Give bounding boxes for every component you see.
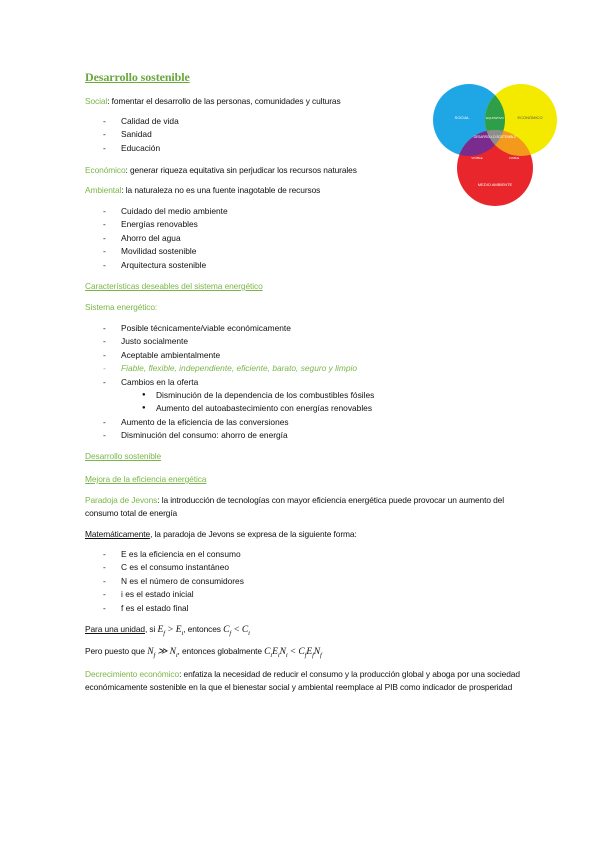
unidad-paragraph bbox=[85, 624, 250, 639]
list-item: - Sanidad bbox=[103, 128, 179, 141]
venn-diagram bbox=[430, 82, 562, 210]
unidad-pre-text: , si bbox=[144, 624, 158, 634]
ambiental-list bbox=[103, 205, 228, 272]
jevons-text: : la introducción de tecnologías con mayor eficiencia energética puede provocar un aumento del consumo total de energía bbox=[85, 495, 504, 518]
list-item: - Cambios en la oferta bbox=[103, 376, 357, 389]
list-item: - E es la eficiencia en el consumo bbox=[103, 548, 244, 561]
mejora-link[interactable]: Mejora de la eficiencia energética bbox=[85, 474, 207, 484]
ambiental-text: : la naturaleza no es una fuente inagotable de recursos bbox=[121, 185, 321, 195]
list-item: - Disminución del consumo: ahorro de energía bbox=[103, 429, 289, 442]
ambiental-label: Ambiental bbox=[85, 185, 122, 195]
formula-nf-gg-ni: $N_f$ ≫ $N_i$ bbox=[147, 647, 178, 659]
page-title: Desarrollo sostenible bbox=[85, 70, 190, 84]
sistema-label: Sistema energético: bbox=[85, 302, 158, 312]
sistema-list-2 bbox=[103, 416, 289, 443]
desarrollo-link[interactable]: Desarrollo sostenible bbox=[85, 451, 162, 461]
jevons-label: Paradoja de Jevons bbox=[85, 495, 158, 505]
list-item: - Movilidad sostenible bbox=[103, 245, 228, 258]
venn-label-vivible: VIVIBLE bbox=[471, 156, 483, 160]
jevons-paragraph bbox=[85, 494, 525, 519]
list-item: - Calidad de vida bbox=[103, 115, 179, 128]
list-item: - C es el consumo instantáneo bbox=[103, 561, 244, 574]
sistema-list bbox=[103, 322, 357, 389]
list-item: - Cuidado del medio ambiente bbox=[103, 205, 228, 218]
economico-paragraph bbox=[85, 165, 357, 176]
list-item: - N es el número de consumidores bbox=[103, 575, 244, 588]
list-item: ● Disminución de la dependencia de los combustibles fósiles bbox=[142, 389, 374, 402]
matematicamente-paragraph bbox=[85, 529, 357, 540]
list-item: - Arquitectura sostenible bbox=[103, 259, 228, 272]
pero-paragraph bbox=[85, 646, 322, 661]
decrecimiento-paragraph bbox=[85, 668, 525, 693]
list-item: - f es el estado final bbox=[103, 602, 244, 615]
list-item: - Ahorro del agua bbox=[103, 232, 228, 245]
venn-label-economico: ECONÓMICO bbox=[517, 115, 543, 120]
venn-label-center: DESARROLLO SOSTENIBLE bbox=[473, 135, 517, 139]
social-text: : fomentar el desarrollo de las personas, comunidades y culturas bbox=[107, 96, 341, 106]
list-item: - Fiable, flexible, independiente, eficiente, barato, seguro y limpio bbox=[103, 362, 357, 375]
venn-label-ambiental: MEDIO AMBIENTE bbox=[477, 182, 513, 187]
pero-pre-text: Pero puesto que bbox=[85, 646, 148, 656]
social-label: Social bbox=[85, 96, 108, 106]
formula-cf-lt-ci: $C_f < C_i$ bbox=[223, 625, 250, 637]
list-item: - Energías renovables bbox=[103, 218, 228, 231]
ambiental-paragraph bbox=[85, 185, 320, 196]
pero-mid-text: , entonces globalmente bbox=[177, 646, 265, 656]
list-item: - Aumento de la eficiencia de las conversiones bbox=[103, 416, 289, 429]
formula-global: $C_iE_iN_i < C_fE_fN_f$ bbox=[264, 647, 322, 659]
economico-text: : generar riqueza equitativa sin perjudicar los recursos naturales bbox=[125, 165, 357, 175]
oferta-list bbox=[142, 389, 374, 416]
list-item: ● Aumento del autoabastecimiento con energías renovables bbox=[142, 402, 374, 415]
caracteristicas-heading: Características deseables del sistema energético bbox=[85, 281, 263, 291]
list-item: - Educación bbox=[103, 142, 179, 155]
list-item: - i es el estado inicial bbox=[103, 588, 244, 601]
venn-label-equitativo: EQUITATIVO bbox=[486, 116, 504, 120]
economico-label: Económico bbox=[85, 165, 126, 175]
venn-label-viable: VIABLE bbox=[508, 156, 520, 160]
math-definitions-list bbox=[103, 548, 244, 615]
matematicamente-label: Matemáticamente bbox=[85, 529, 151, 539]
decrecimiento-label: Decrecimiento económico bbox=[85, 669, 180, 679]
list-item: - Posible técnicamente/viable económicamente bbox=[103, 322, 357, 335]
list-item: - Aceptable ambientalmente bbox=[103, 349, 357, 362]
social-paragraph bbox=[85, 96, 341, 107]
formula-ef-gt-ei: $E_f > E_i$ bbox=[157, 625, 184, 637]
matematicamente-text: , la paradoja de Jevons se expresa de la siguiente forma: bbox=[150, 529, 357, 539]
social-list bbox=[103, 115, 179, 155]
unidad-mid-text: , entonces bbox=[183, 624, 224, 634]
list-item: - Justo socialmente bbox=[103, 335, 357, 348]
decrecimiento-text: : enfatiza la necesidad de reducir el consumo y la producción global y aboga por una sociedad económicamente sostenible en la que el bienestar social y ambiental reemplace al PIB como indicador de prosperidad bbox=[85, 669, 520, 692]
unidad-label: Para una unidad bbox=[85, 624, 145, 634]
venn-label-social: SOCIAL bbox=[454, 115, 470, 120]
